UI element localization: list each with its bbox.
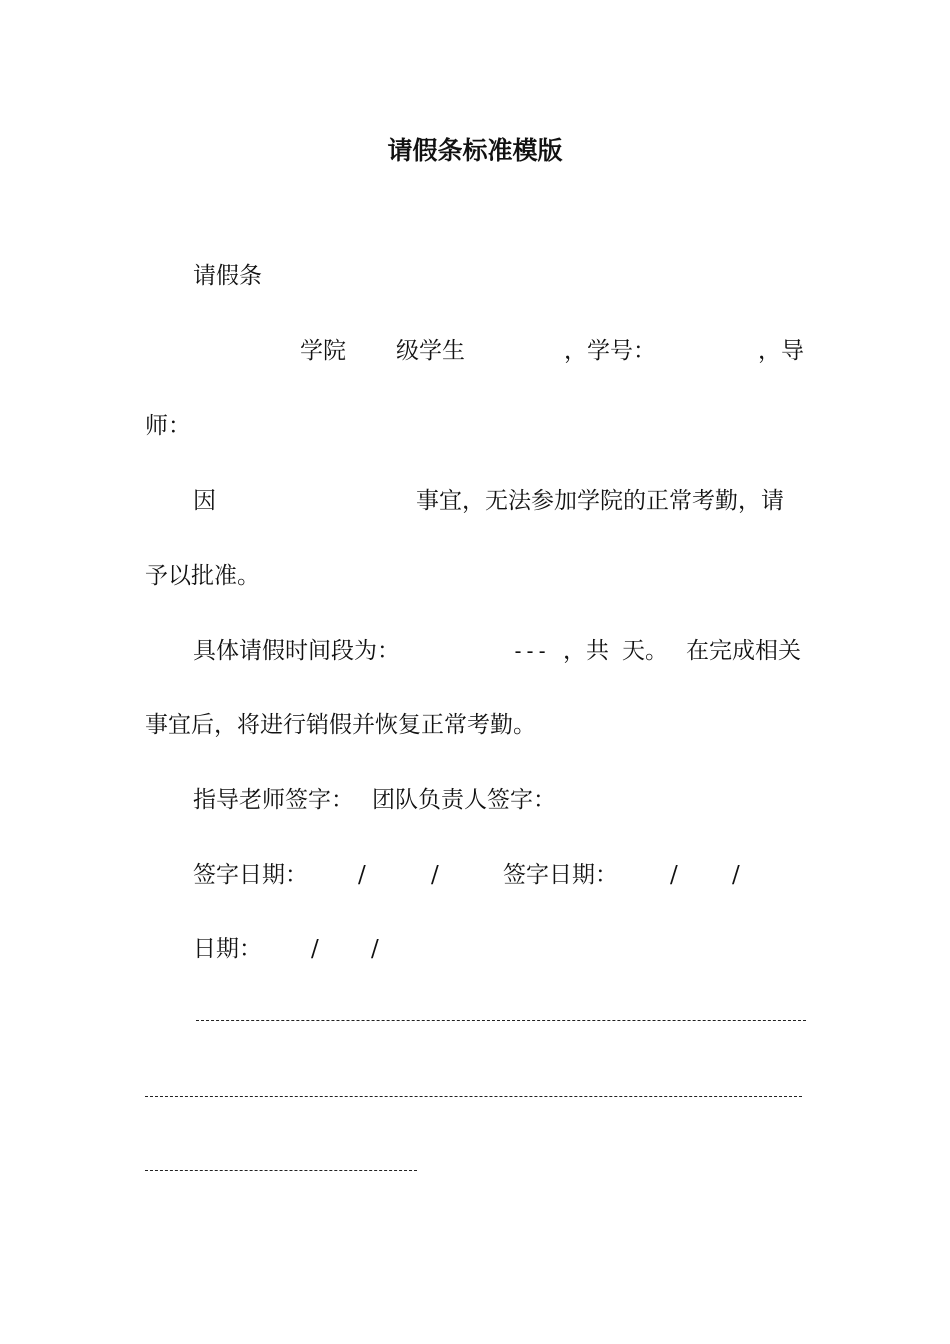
separator-line: [145, 1096, 802, 1097]
supervisor-label-prefix: ，导: [758, 338, 804, 364]
sign-date-label-2: 签字日期：: [503, 862, 618, 888]
approval-request: 予以批准。: [145, 563, 260, 589]
date-slash: /: [371, 936, 379, 962]
date-label: 日期：: [193, 936, 262, 962]
student-id-label: ，学号：: [564, 338, 656, 364]
supervisor-label-suffix: 师：: [145, 413, 191, 439]
period-label: 具体请假时间段为：: [193, 638, 400, 664]
team-leader-signature-label: 团队负责人签字：: [372, 787, 556, 813]
after-text: 在完成相关: [686, 638, 801, 664]
heading: 请假条: [193, 263, 262, 289]
days-label: 天。: [622, 638, 668, 664]
date-slash: /: [732, 862, 740, 888]
date-slash: /: [670, 862, 678, 888]
date-slash: /: [431, 862, 439, 888]
separator-line: [196, 1020, 806, 1021]
page-title: 请假条标准模版: [387, 136, 563, 165]
date-slash: /: [358, 862, 366, 888]
separator-line: [145, 1170, 417, 1171]
college-label: 学院: [300, 338, 346, 364]
sign-date-label-1: 签字日期：: [193, 862, 308, 888]
range-separator: ---: [512, 639, 549, 663]
grade-student-label: 级学生: [396, 338, 465, 364]
supervisor-signature-label: 指导老师签字：: [193, 787, 354, 813]
because-label: 因: [193, 488, 216, 514]
date-slash: /: [311, 936, 319, 962]
resume-attendance-text: 事宜后，将进行销假并恢复正常考勤。: [145, 712, 536, 738]
reason-text: 事宜，无法参加学院的正常考勤，请: [416, 488, 784, 514]
total-label: ，共: [563, 638, 609, 664]
